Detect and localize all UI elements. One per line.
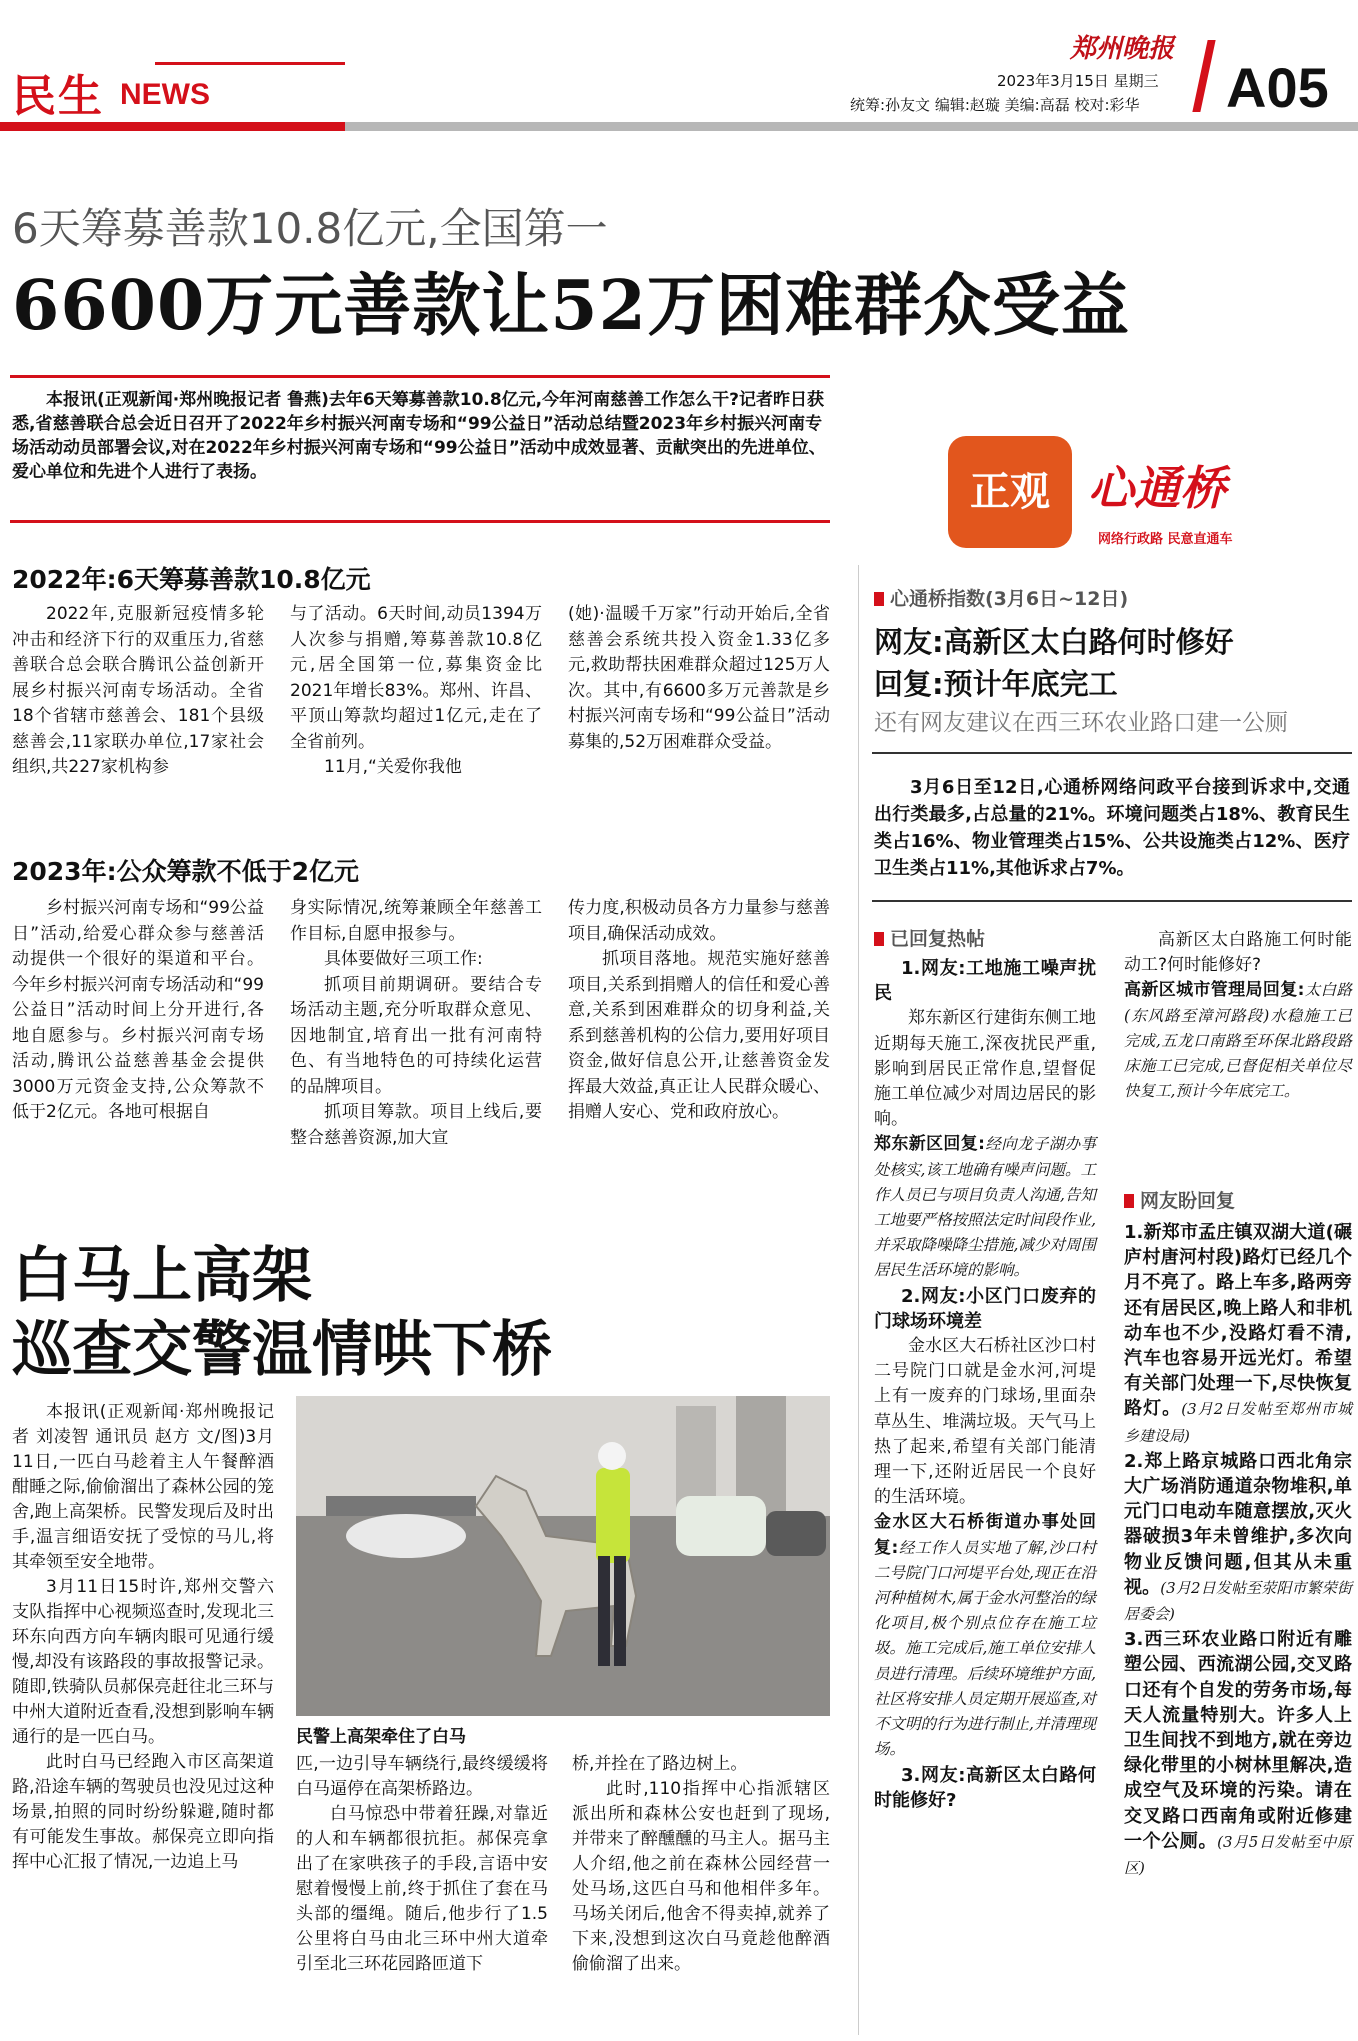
wish-note: (3月2日发帖至郑州市城乡建设局)	[1124, 1400, 1352, 1445]
news-photo	[296, 1396, 830, 1716]
paragraph: 白马惊恐中带着狂躁,对靠近的人和车辆都很抗拒。郝保亮拿出了在家哄孩子的手段,言语中安慰着慢慢上前,终于抓住了套在马头部的缰绳。随后,他步行了1.5公里将白马由北三环中州大道牵引至北三环花园路匝道下	[296, 1804, 548, 1974]
reply-body: 高新区太白路施工何时能动工?何时能修好?	[1124, 930, 1352, 976]
red-square-icon	[1124, 1194, 1134, 1208]
horse-headline: 白马上高架	[12, 1241, 312, 1311]
paragraph: 本报讯(正观新闻·郑州晚报记者 刘凌智 通讯员 赵方 文/图)3月11日,一匹白马趁着主人午餐醉酒酣睡之际,偷偷溜出了森林公园的笼舍,跑上高架桥。民警发现后及时出手,温言细语安抚了受惊的马儿,将其牵领至安全地带。	[12, 1402, 274, 1572]
reply-answer	[874, 1132, 1096, 1283]
paragraph: 桥,并拴在了路边树上。	[572, 1754, 748, 1774]
page-number: A05	[1226, 56, 1329, 119]
paragraph: 2022年,克服新冠疫情多轮冲击和经济下行的双重压力,省慈善联合总会联合腾讯公益创新开展乡村振兴河南专场活动。全省18个省辖市慈善会、181个县级慈善会,11家联办单位,17家社会组织,共227家机构参	[12, 604, 264, 777]
article-column	[12, 602, 264, 781]
article-column	[568, 896, 830, 1126]
wish-column	[1124, 1220, 1352, 1881]
wish-text: 3.西三环农业路口附近有雕塑公园、西流湖公园,交叉路口还有个自发的劳务市场,每天人流量特别大。许多人上卫生间找不到地方,就在旁边绿化带里的小树林里解决,造成空气及环境的污染。请在交叉路口西南角或附近修建一个公厕。	[1124, 1629, 1352, 1852]
police-horse-photo	[296, 1396, 830, 1716]
replied-column-2	[1124, 928, 1352, 1104]
masthead-top-rule	[155, 62, 345, 65]
wish-text: 1.新郑市孟庄镇双湖大道(碾庐村唐河村段)路灯已经几个月不亮了。路上车多,路两旁还有居民区,晚上路人和非机动车也不少,没路灯看不清,汽车也容易开远光灯。希望有关部门处理一下,尽快恢复路灯。	[1124, 1222, 1352, 1420]
paragraph: 此时白马已经跑入市区高架道路,沿途车辆的驾驶员也没见过这种场景,拍照的同时纷纷躲避,随时都有可能发生事故。郝保亮立即向指挥中心汇报了情况,一边追上马	[12, 1752, 274, 1872]
masthead-grey-bar	[345, 122, 1358, 131]
xtq-subheadline: 还有网友建议在西三环农业路口建一公厕	[874, 710, 1288, 736]
reply-body: 郑东新区行建街东侧工地近期每天施工,深夜扰民严重,影响到居民正常作息,望督促施工单位减少对周边居民的影响。	[874, 1008, 1096, 1130]
lead-intro-rule	[10, 520, 830, 523]
section-sub: NEWS	[120, 78, 210, 111]
reply-answer-head: 郑东新区回复:	[874, 1134, 985, 1155]
paragraph: (她)·温暖千万家”行动开始后,全省慈善会系统共投入资金1.33亿多元,救助帮扶困难群众超过125万人次。其中,有6600多万元善款是乡村振兴河南专场和“99公益日”活动募集的,52万困难群众受益。	[568, 604, 830, 752]
paragraph: 此时,110指挥中心指派辖区派出所和森林公安也赶到了现场,并带来了醉醺醺的马主人。据马主人介绍,他之前在森林公园经营一处马场,这匹白马和他相伴多年。马场关闭后,他舍不得卖掉,就养了下来,没想到这次白马竟趁他醉酒偷偷溜了出来。	[572, 1779, 830, 1974]
reply-question: 2.网友:小区门口废弃的门球场环境差	[874, 1285, 1096, 1332]
xintongqiao-logo: 心通桥	[1088, 461, 1226, 515]
paragraph: 抓项目落地。规范实施好慈善项目,关系到捐赠人的信任和爱心善意,关系到困难群众的切身利益,关系到慈善机构的公信力,要用好项目资金,做好信息公开,让慈善资金发挥最大效益,真正让人民群众暖心、捐赠人安心、党和政府放心。	[568, 949, 830, 1122]
paragraph: 抓项目筹款。项目上线后,要整合慈善资源,加大宣	[290, 1102, 542, 1148]
article-column	[296, 1752, 548, 1977]
reply-answer-text: 太白路(东风路至漳河路段)水稳施工已完成,五龙口南路至环保北路段路床施工已完成,已督促相关单位尽快复工,预计今年底完工。	[1124, 981, 1352, 1101]
xtq-rule	[872, 900, 1352, 902]
wish-tag	[1124, 1186, 1235, 1213]
horse-headline: 巡查交警温情哄下桥	[12, 1315, 552, 1385]
article-column	[572, 1752, 830, 1977]
lead-intro: 本报讯(正观新闻·郑州晚报记者 鲁燕)去年6天筹募善款10.8亿元,今年河南慈善工作怎么干?记者昨日获悉,省慈善联合总会近日召开了2022年乡村振兴河南专场和“99公益日”活动总结暨2023年乡村振兴河南专场活动动员部署会议,对在2022年乡村振兴河南专场和“99公益日”活动中成效显著、贡献突出的先进单位、爱心单位和先进个人进行了表扬。	[12, 390, 826, 482]
index-tag-label: 心通桥指数(3月6日~12日)	[890, 588, 1129, 610]
wish-tag-label: 网友盼回复	[1140, 1190, 1236, 1212]
article-column	[290, 896, 542, 1151]
paragraph: 11月,“关爱你我他	[324, 757, 462, 777]
photo-caption: 民警上高架牵住了白马	[296, 1727, 466, 1747]
lead-subtitle: 6天筹募善款10.8亿元,全国第一	[12, 204, 608, 253]
issue-date: 2023年3月15日 星期三	[997, 72, 1159, 90]
article-column	[12, 1400, 274, 1875]
reply-answer-head: 高新区城市管理局回复:	[1124, 980, 1305, 1001]
reply-body: 金水区大石桥社区沙口村二号院门口就是金水河,河堤上有一废弃的门球场,里面杂草丛生、堆满垃圾。天气马上热了起来,希望有关部门能清理一下,还附近居民一个良好的生活环境。	[874, 1336, 1096, 1508]
paragraph: 匹,一边引导车辆绕行,最终缓缓将白马逼停在高架桥路边。	[296, 1754, 548, 1799]
reply-question: 1.网友:工地施工噪声扰民	[874, 958, 1096, 1005]
paragraph: 具体要做好三项工作:	[324, 949, 483, 969]
paragraph: 传力度,积极动员各方力量参与慈善项目,确保活动成效。	[568, 898, 830, 944]
red-square-icon	[874, 932, 884, 946]
xintongqiao-slogan: 网络行政路 民意直通车	[1098, 532, 1233, 547]
replied-tag-label: 已回复热帖	[890, 928, 986, 950]
reply-answer-text: 经工作人员实地了解,沙口村二号院门口河堤平台处,现正在沿河种植树木,属于金水河整治的绿化项目,极个别点位存在施工垃圾。施工完成后,施工单位安排人员进行清理。后续环境维护方面,社区将安排人员定期开展巡查,对不文明的行为进行制止,并清理现场。	[874, 1538, 1096, 1759]
lead-headline: 6600万元善款让52万困难群众受益	[12, 266, 1130, 346]
editor-credits: 统筹:孙友文 编辑:赵璇 美编:高磊 校对:彩华	[850, 96, 1140, 114]
reply-answer-text: 经向龙子湖办事处核实,该工地确有噪声问题。工作人员已与项目负责人沟通,告知工地要严格按照法定时间段作业,并采取降噪降尘措施,减少对周围居民生活环境的影响。	[874, 1135, 1096, 1280]
paragraph: 3月11日15时许,郑州交警六支队指挥中心视频巡查时,发现北三环东向西方向车辆肉眼可见通行缓慢,却没有该路段的事故报警记录。随即,铁骑队员郝保亮赶往北三环与中州大道附近查看,没想到影响车辆通行的是一匹白马。	[12, 1577, 274, 1747]
reply-answer	[1124, 978, 1352, 1104]
wish-text: 2.郑上路京城路口西北角宗大广场消防通道杂物堆积,单元门口电动车随意摆放,灭火器破损3年未曾维护,多次向物业反馈问题,但其从未重视。	[1124, 1450, 1352, 1598]
section-name: 民生	[12, 71, 104, 122]
xtq-summary: 3月6日至12日,心通桥网络问政平台接到诉求中,交通出行类最多,占总量的21%。环境问题类占18%、教育民生类占16%、物业管理类占15%、公共设施类占12%、医疗卫生类占11%,其他诉求占7%。	[874, 777, 1350, 879]
paragraph: 与了活动。6天时间,动员1394万人次参与捐赠,筹募善款10.8亿元,居全国第一位,募集资金比2021年增长83%。郑州、许昌、平顶山筹款均超过1亿元,走在了全省前列。	[290, 604, 542, 752]
masthead-red-bar	[0, 122, 345, 131]
paragraph: 抓项目前期调研。要结合专场活动主题,充分听取群众意见、因地制宜,培育出一批有河南特色、有当地特色的可持续化运营的品牌项目。	[290, 974, 542, 1097]
xtq-rule	[872, 752, 1352, 754]
reply-answer-head: 金水区大石桥街道办事处回复:	[874, 1512, 1096, 1558]
wish-item	[1124, 1627, 1352, 1881]
wish-item	[1124, 1449, 1352, 1627]
paragraph: 身实际情况,统筹兼顾全年慈善工作目标,自愿申报参与。	[290, 898, 542, 944]
xtq-answer-headline: 回复:预计年底完工	[874, 667, 1118, 701]
lead-intro-rule	[10, 375, 830, 378]
wish-note: (3月5日发帖至中原区)	[1124, 1832, 1353, 1878]
red-square-icon	[874, 592, 884, 606]
article-column	[568, 602, 830, 755]
column-divider	[858, 565, 859, 2035]
wish-item	[1124, 1220, 1352, 1449]
zhengguan-logo: 正观	[948, 436, 1072, 548]
subhead-2022: 2022年:6天筹募善款10.8亿元	[12, 565, 371, 594]
index-tag	[874, 584, 1128, 611]
page-slash-icon	[1192, 40, 1215, 112]
paragraph: 乡村振兴河南专场和“99公益日”活动,给爱心群众参与慈善活动提供一个很好的渠道和平台。今年乡村振兴河南专场活动和“99公益日”活动时间上分开进行,各地自愿参与。乡村振兴河南专场活动,腾讯公益慈善基金会提供3000万元资金支持,公众筹款不低于2亿元。各地可根据自	[12, 898, 264, 1122]
wish-note: (3月2日发帖至荥阳市繁荣街居委会)	[1124, 1578, 1352, 1624]
newspaper-logo: 郑州晚报	[1070, 34, 1175, 64]
reply-question: 3.网友:高新区太白路何时能修好?	[874, 1764, 1096, 1811]
replied-column	[874, 956, 1096, 1813]
article-column	[290, 602, 542, 781]
subhead-2023: 2023年:公众筹款不低于2亿元	[12, 857, 359, 886]
reply-answer	[874, 1510, 1096, 1762]
article-column	[12, 896, 264, 1126]
replied-tag	[874, 924, 985, 951]
xtq-question-headline: 网友:高新区太白路何时修好	[874, 625, 1234, 659]
